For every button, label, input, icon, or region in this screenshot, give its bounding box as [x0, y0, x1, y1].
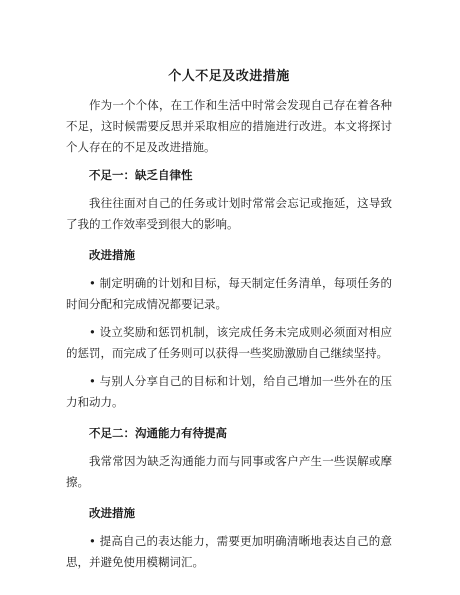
- section-2-measure-1: • 提高自己的表达能力，需要更加明确清晰地表达自己的意思，并避免使用模糊词汇。: [66, 534, 392, 569]
- section-2-body: 我常常因为缺乏沟通能力而与同事或客户产生一些误解或摩擦。: [66, 454, 392, 489]
- section-2-heading: 不足二：沟通能力有待提高: [89, 426, 227, 440]
- section-2-measures-heading: 改进措施: [89, 506, 135, 520]
- section-1-body: 我往往面对自己的任务或计划时常常会忘记或拖延，这导致了我的工作效率受到很大的影响。: [66, 196, 392, 231]
- section-1-measure-3: • 与别人分享自己的目标和计划，给自己增加一些外在的压力和动力。: [66, 374, 392, 409]
- document-title: 个人不足及改进措施: [168, 69, 290, 84]
- intro-paragraph: 作为一个个体，在工作和生活中时常会发现自己存在着各种不足，这时候需要反思并采取相应的措施进行改进。本文将探讨个人存在的不足及改进措施。: [66, 98, 392, 154]
- document-content: [66, 68, 392, 573]
- section-1-measure-2: • 设立奖励和惩罚机制，该完成任务未完成则必须面对相应的惩罚，而完成了任务则可以获得一些奖励激励自己继续坚持。: [66, 325, 392, 360]
- section-1-heading: 不足一：缺乏自律性: [89, 168, 193, 182]
- section-1-measure-1: • 制定明确的计划和目标，每天制定任务清单，每项任务的时间分配和完成情况都要记录。: [66, 276, 392, 311]
- section-1-measures-heading: 改进措施: [89, 248, 135, 262]
